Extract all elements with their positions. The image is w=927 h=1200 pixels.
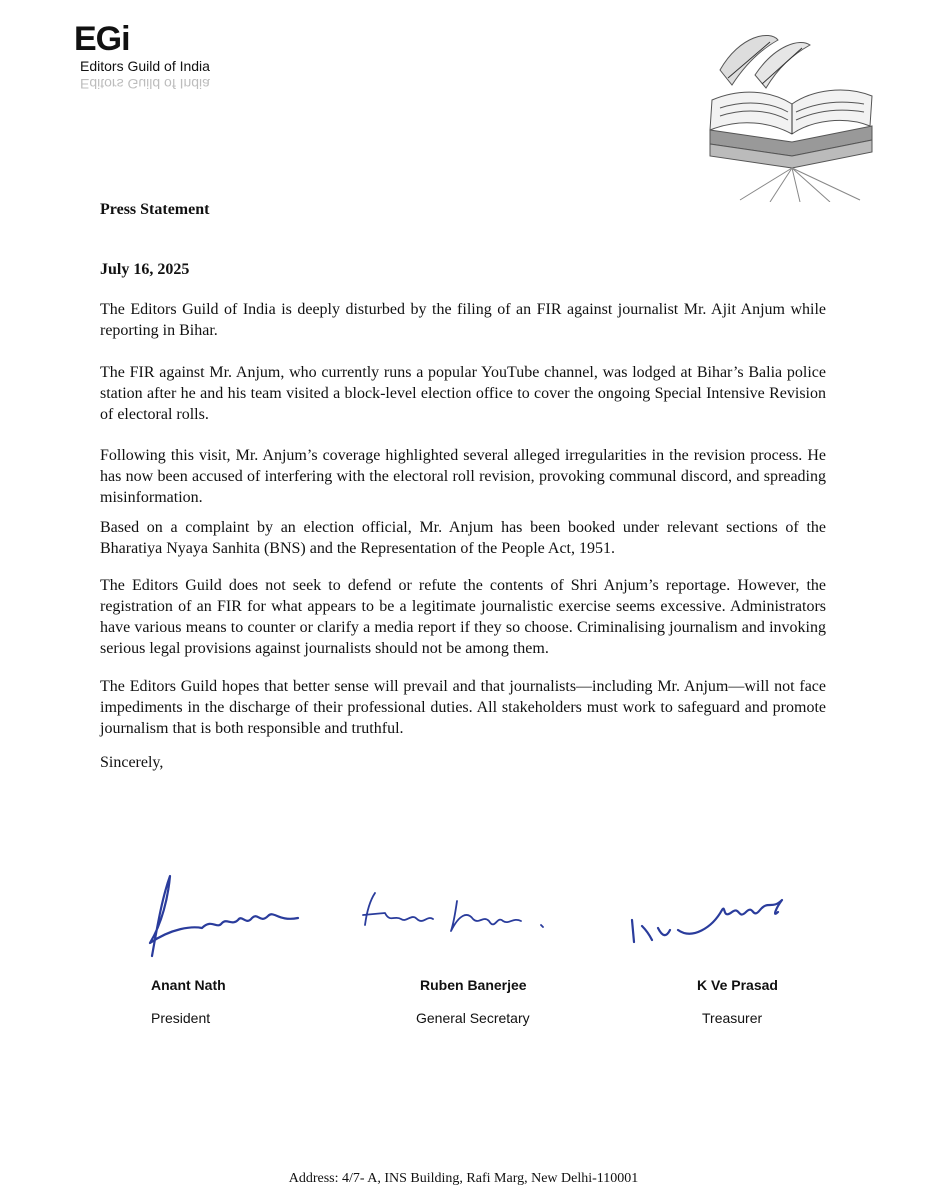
signatory-name: K Ve Prasad [697, 977, 778, 993]
body-paragraph: Based on a complaint by an election official, Mr. Anjum has been booked under relevant sections of the Bharatiya Nyaya Sanhita (BNS) and the Representation of the People Act, 1951. [100, 519, 826, 557]
signatory-role: Treasurer [702, 1010, 763, 1026]
editors-guild-logo [74, 20, 234, 92]
general-secretary-signature [345, 885, 560, 945]
body-paragraph: The Editors Guild does not seek to defend or refute the contents of Shri Anjum’s reportage. However, the registration of an FIR for what appears to be a legitimate journalistic exercise seems excessive. Administrators have various means to counter or clarify a media report if they so choose. Criminalising journalism and invoking serious legal provisions against journalists should not be among them. [100, 577, 826, 657]
body-paragraph: The FIR against Mr. Anjum, who currently runs a popular YouTube channel, was lodged at Bihar’s Balia police station after he and his team visited a block-level election office to cover the ongoing Special Intensive Revision of electoral rolls. [100, 364, 826, 423]
body-paragraph: Following this visit, Mr. Anjum’s coverage highlighted several alleged irregularities in the revision process. He has now been accused of interfering with the electoral roll revision, provoking communal discord, and spreading misinformation. [100, 447, 826, 506]
signatory-role: General Secretary [416, 1010, 530, 1026]
president-signature [122, 868, 302, 963]
signatory-name: Ruben Banerjee [420, 977, 527, 993]
closing-salutation: Sincerely, [100, 754, 164, 771]
body-paragraph: The Editors Guild hopes that better sense will prevail and that journalists—including Mr. Anjum—will not face impediments in the discharge of their professional duties. All stakeholders must work to safeguard and promote journalism that is both responsible and truthful. [100, 678, 826, 737]
logo-org-name: Editors Guild of India [80, 58, 210, 74]
signatory-name: Anant Nath [151, 977, 226, 993]
treasurer-signature [622, 880, 792, 950]
signatory-role: President [151, 1010, 211, 1026]
press-statement-heading: Press Statement [100, 201, 210, 218]
logo-mark: EGi [74, 20, 130, 58]
body-paragraph: The Editors Guild of India is deeply disturbed by the filing of an FIR against journalist Mr. Ajit Anjum while reporting in Bihar. [100, 301, 826, 339]
open-book-quill-illustration [700, 30, 880, 202]
logo-org-name-reflection: Editors Guild of India [80, 76, 210, 92]
footer-address: Address: 4/7- A, INS Building, Rafi Marg, New Delhi-110001 [288, 1171, 639, 1186]
statement-date: July 16, 2025 [100, 261, 190, 278]
